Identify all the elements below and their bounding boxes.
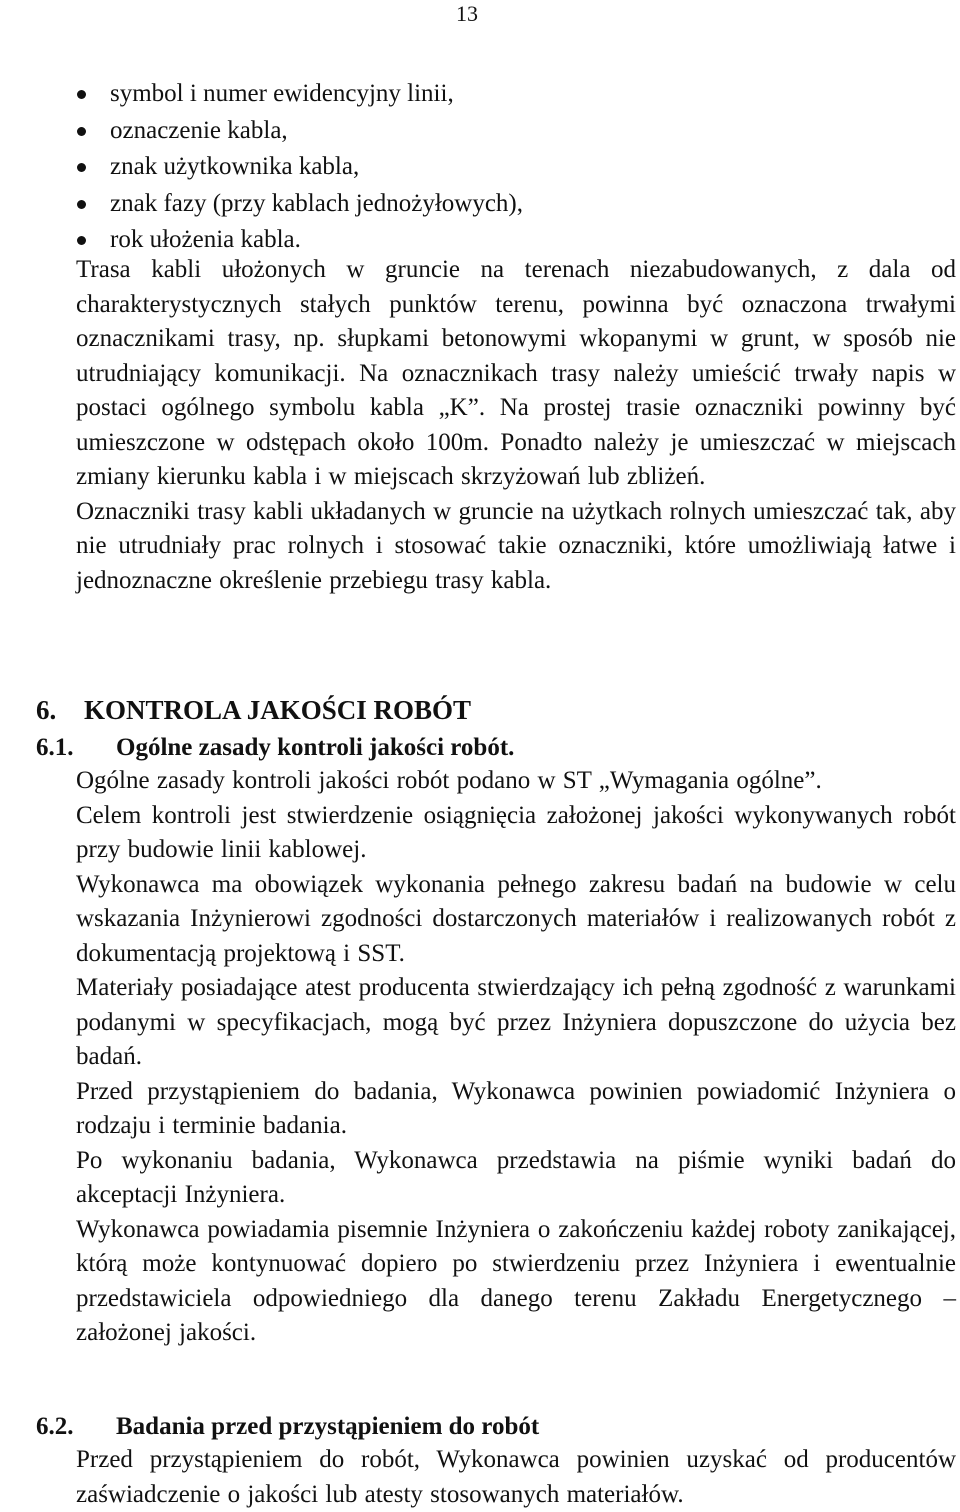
list-item: symbol i numer ewidencyjny linii,: [76, 76, 936, 113]
paragraph: Celem kontroli jest stwierdzenie osiągnięcia założonej jakości wykonywanych robót przy budowie linii kablowej.: [76, 801, 956, 863]
section-6-2-body: [76, 1443, 956, 1512]
paragraph: Wykonawca ma obowiązek wykonania pełnego zakresu badań na budowie w celu wskazania Inżynierowi zgodności dostarczonych materiałów i realizowanych robót z dokumentacją projektową i SST.: [76, 870, 956, 967]
section-number: 6.2.: [36, 1413, 74, 1440]
section-number: 6.: [36, 695, 57, 725]
section-heading-6: [36, 692, 936, 728]
paragraph: Przed przystąpieniem do badania, Wykonawca powinien powiadomić Inżyniera o rodzaju i terminie badania.: [76, 1077, 956, 1139]
list-item: znak użytkownika kabla,: [76, 149, 936, 186]
section-heading-6-1: [36, 731, 936, 765]
list-item: rok ułożenia kabla.: [76, 222, 936, 259]
section-6-1-body: [76, 764, 956, 1351]
paragraph: Trasa kabli ułożonych w gruncie na terenach niezabudowanych, z dala od charakterystycznych stałych punktów terenu, powinna być oznaczona trwałymi oznacznikami trasy, np. słupkami betonowymi wkopanymi w grunt, w sposób nie utrudniający komunikacji. Na oznacznikach trasy należy umieścić trwały napis w postaci ogólnego symbolu kabla „K”. Na prostej trasie oznaczniki powinny być umieszczone w odstępach około 100m. Ponadto należy je umieszczać w miejscach zmiany kierunku kabla i w miejscach skrzyżowań lub zbliżeń.: [76, 256, 956, 490]
paragraph: Oznaczniki trasy kabli układanych w gruncie na użytkach rolnych umieszczać tak, aby nie utrudniały prac rolnych i stosować takie oznaczniki, które umożliwiają łatwe i jednoznaczne określenie przebiegu trasy kabla.: [76, 497, 956, 594]
section-heading-6-2: [36, 1410, 936, 1444]
trasa-section: [76, 253, 956, 598]
page-number: 13: [456, 1, 478, 26]
section-title: Badania przed przystąpieniem do robót: [116, 1413, 540, 1440]
paragraph: Przed przystąpieniem do robót, Wykonawca powinien uzyskać od producentów zaświadczenie o jakości lub atesty stosowanych materiałów.: [76, 1446, 956, 1508]
section-number: 6.1.: [36, 734, 74, 761]
paragraph: Po wykonaniu badania, Wykonawca przedstawia na piśmie wyniki badań do akceptacji Inżyniera.: [76, 1146, 956, 1208]
section-title: Ogólne zasady kontroli jakości robót.: [116, 734, 515, 761]
section-title: KONTROLA JAKOŚCI ROBÓT: [84, 695, 472, 725]
paragraph: Ogólne zasady kontroli jakości robót podano w ST „Wymagania ogólne”.: [76, 767, 822, 794]
paragraph: Materiały posiadające atest producenta stwierdzający ich pełną zgodność z warunkami podanymi w specyfikacjach, mogą być przez Inżyniera dopuszczone do użycia bez badań.: [76, 974, 956, 1070]
paragraph: Wykonawca powiadamia pisemnie Inżyniera o zakończeniu każdej roboty zanikającej, którą może kontynuować dopiero po stwierdzeniu przez Inżyniera i ewentualnie przedstawiciela odpowiedniego dla danego terenu Zakładu Energetycznego – założonej jakości.: [76, 1215, 956, 1346]
list-item: oznaczenie kabla,: [76, 113, 936, 150]
bullet-list: [76, 76, 936, 259]
list-item: znak fazy (przy kablach jednożyłowych),: [76, 186, 936, 223]
